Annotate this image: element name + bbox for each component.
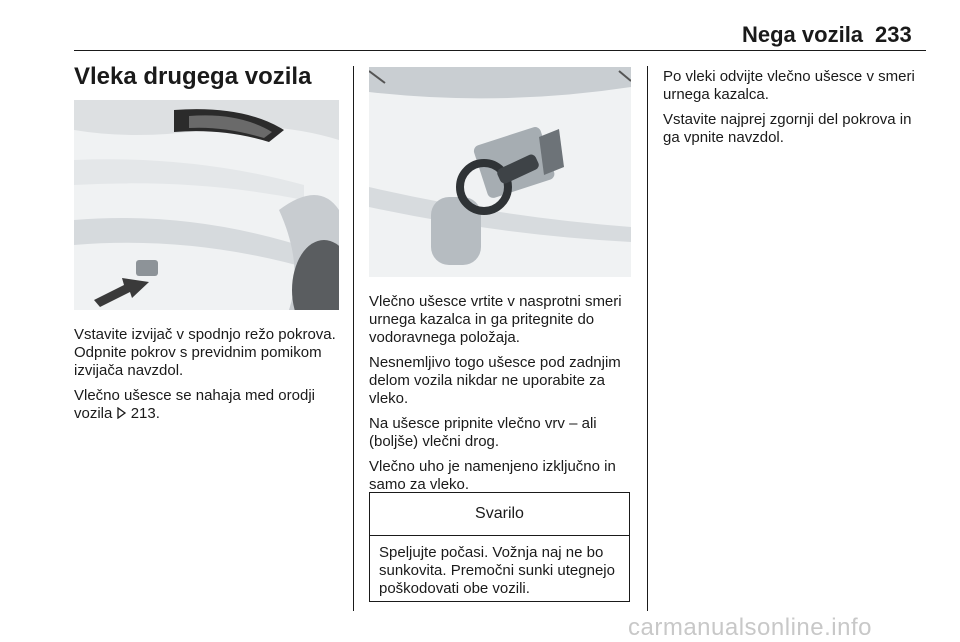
paragraph: Nesnemljivo togo ušesce pod zadnjim delom vozila nikdar ne uporabite za vleko. bbox=[369, 354, 621, 407]
column-divider-left bbox=[353, 66, 354, 611]
page-reference-icon bbox=[117, 407, 127, 419]
paragraph-with-reference bbox=[74, 387, 344, 423]
warning-title: Svarilo bbox=[370, 493, 629, 536]
warning-box bbox=[369, 492, 630, 602]
column-divider-right bbox=[647, 66, 648, 611]
tow-eye-drawing bbox=[369, 67, 631, 277]
reference-text: Vlečno ušesce se nahaja med orodji vozila bbox=[74, 387, 315, 422]
paragraph: Vstavite izvijač v spodnjo režo pokrova. Odpnite pokrov s previdnim pomikom izvijača navzdol. bbox=[74, 326, 336, 379]
paragraph: Na ušesce pripnite vlečno vrv – ali (boljše) vlečni drog. bbox=[369, 415, 597, 450]
page-number: 233 bbox=[875, 22, 912, 47]
header-title: Nega vozila bbox=[742, 22, 864, 47]
paragraph: Vstavite najprej zgornji del pokrova in ga vpnite navzdol. bbox=[663, 111, 912, 146]
section-title: Vleka drugega vozila bbox=[74, 63, 312, 90]
paragraph: Vlečno uho je namenjeno izključno in samo za vleko. bbox=[369, 458, 616, 493]
column-2-text bbox=[369, 293, 635, 501]
paragraph: Vlečno ušesce vrtite v nasprotni smeri urnega kazalca in ga pritegnite do vodoravnega položaja. bbox=[369, 293, 622, 346]
column-1-text bbox=[74, 326, 344, 430]
tow-eye-illustration bbox=[369, 67, 631, 277]
rear-bumper-drawing bbox=[74, 100, 339, 310]
rear-bumper-illustration bbox=[74, 100, 339, 310]
warning-text: Speljujte počasi. Vožnja naj ne bo sunkovita. Premočni sunki utegnejo poškodovati obe vozili. bbox=[379, 544, 615, 597]
paragraph: Po vleki odvijte vlečno ušesce v smeri urnega kazalca. bbox=[663, 68, 915, 103]
watermark: carmanualsonline.info bbox=[628, 614, 872, 641]
column-3-text bbox=[663, 68, 928, 154]
reference-page: 213. bbox=[130, 405, 160, 422]
header-rule bbox=[74, 50, 926, 51]
